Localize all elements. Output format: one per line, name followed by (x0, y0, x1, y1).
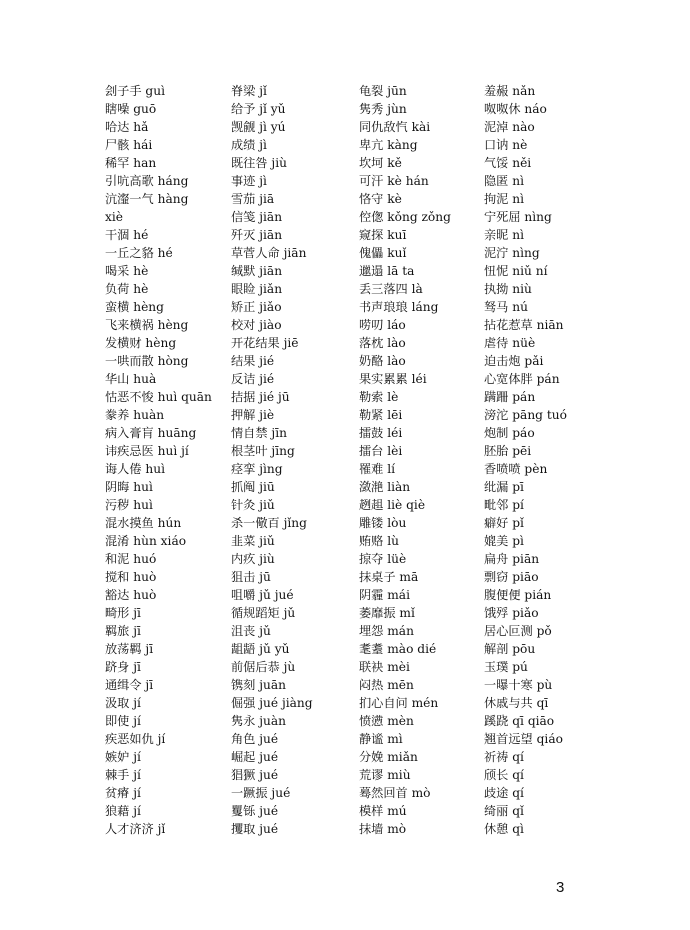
word-entry: 窥探 kuī (359, 228, 407, 242)
word-entry: 腹便便 pián (484, 588, 552, 602)
word-entry: 沆瀣一气 hàng (105, 192, 189, 206)
word-entry: 一曝十寒 pù (484, 678, 553, 692)
word-entry: 擂鼓 léi (359, 426, 403, 440)
word-entry: 病入膏肓 huāng (105, 426, 197, 440)
word-entry: 贫瘠 jí (105, 786, 141, 800)
word-column-1 (105, 82, 227, 838)
word-entry: 即使 jí (105, 714, 141, 728)
word-entry: 草菅人命 jiān (231, 246, 307, 260)
word-entry: 坎坷 kě (359, 156, 402, 170)
word-entry: 负荷 hè (105, 282, 149, 296)
word-column-2 (231, 82, 355, 838)
word-entry: 成绩 jì (231, 138, 267, 152)
word-entry: 尸骸 hái (105, 138, 153, 152)
word-entry: 玉璞 pú (484, 660, 528, 674)
word-entry: 呶呶休 náo (484, 102, 547, 116)
word-entry: 和泥 huó (105, 552, 157, 566)
word-entry: 反诘 jié (231, 372, 275, 386)
word-entry: 开花结果 jiē (231, 336, 299, 350)
word-entry: 剽窃 piāo (484, 570, 539, 584)
word-entry: 雪茄 jiā (231, 192, 275, 206)
word-entry: 前倨后恭 jù (231, 660, 296, 674)
word-entry: 脊梁 jǐ (231, 84, 267, 98)
word-entry: 循规蹈矩 jǔ (231, 606, 296, 620)
word-entry: 纰漏 pī (484, 480, 524, 494)
word-entry: 翘首远望 qiáo (484, 732, 563, 746)
word-entry: 阴霾 mái (359, 588, 410, 602)
word-entry: 眼睑 jiǎn (231, 282, 283, 296)
word-entry: 隽永 juàn (231, 714, 286, 728)
word-entry: 卑亢 kàng (359, 138, 418, 152)
word-entry: 傀儡 kuǐ (359, 246, 407, 260)
word-entry: 驽马 nú (484, 300, 528, 314)
word-entry: 信笺 jiān (231, 210, 283, 224)
word-entry: 亲昵 nì (484, 228, 524, 242)
word-entry: 耄耋 mào dié (359, 642, 437, 656)
word-entry: xiè (105, 210, 123, 224)
word-entry: 静谧 mì (359, 732, 403, 746)
word-entry: 觊觎 jì yú (231, 120, 286, 134)
word-entry: 勒紧 lēi (359, 408, 403, 422)
word-entry: 隐匿 nì (484, 174, 524, 188)
word-entry: 跻身 jī (105, 660, 141, 674)
word-entry: 趔趄 liè qiè (359, 498, 426, 512)
word-entry: 癖好 pǐ (484, 516, 524, 530)
word-entry: 矍铄 jué (231, 804, 279, 818)
word-entry: 果实累累 léi (359, 372, 427, 386)
word-entry: 拈花惹草 niān (484, 318, 564, 332)
word-entry: 杀一儆百 jǐng (231, 516, 307, 530)
word-entry: 休憩 qì (484, 822, 524, 836)
word-entry: 分娩 miǎn (359, 750, 418, 764)
word-entry: 针灸 jiǔ (231, 498, 275, 512)
word-entry: 休戚与共 qī (484, 696, 549, 710)
word-entry: 迫击炮 pǎi (484, 354, 544, 368)
word-entry: 模样 mú (359, 804, 407, 818)
word-entry: 一蹶振 jué (231, 786, 291, 800)
word-entry: 嫉妒 jí (105, 750, 141, 764)
word-entry: 既往咎 jiù (231, 156, 287, 170)
word-entry: 矫正 jiǎo (231, 300, 282, 314)
word-entry: 猖獗 jué (231, 768, 279, 782)
word-entry: 事迹 jì (231, 174, 267, 188)
word-entry: 咀嚼 jǔ jué (231, 588, 294, 602)
word-entry: 唠叨 láo (359, 318, 406, 332)
word-entry: 抹桌子 mā (359, 570, 419, 584)
word-entry: 蹊跷 qī qiāo (484, 714, 555, 728)
word-entry: 歧途 qí (484, 786, 524, 800)
word-entry: 雕镂 lòu (359, 516, 407, 530)
word-entry: 扪心自问 mén (359, 696, 439, 710)
word-entry: 媲美 pì (484, 534, 524, 548)
word-entry: 倔强 jué jiàng (231, 696, 313, 710)
word-entry: 校对 jiào (231, 318, 282, 332)
word-entry: 闷热 mēn (359, 678, 414, 692)
word-entry: 豁达 huò (105, 588, 157, 602)
word-entry: 恪守 kè (359, 192, 402, 206)
word-entry: 给予 jǐ yǔ (231, 102, 286, 116)
word-entry: 抹墙 mò (359, 822, 407, 836)
word-entry: 蹒跚 pán (484, 390, 536, 404)
word-entry: 华山 huà (105, 372, 157, 386)
word-entry: 书声琅琅 láng (359, 300, 439, 314)
word-entry: 宁死屈 nìng (484, 210, 552, 224)
word-entry: 狼藉 jí (105, 804, 141, 818)
word-entry: 狙击 jū (231, 570, 271, 584)
word-entry: 歼灭 jiān (231, 228, 283, 242)
word-entry: 内疚 jiù (231, 552, 275, 566)
word-entry: 瞎噪 guō (105, 102, 157, 116)
word-entry: 角色 jué (231, 732, 279, 746)
word-entry: 混水摸鱼 hún (105, 516, 182, 530)
word-entry: 拮据 jié jū (231, 390, 290, 404)
word-column-4 (484, 82, 614, 838)
word-entry: 拘泥 nì (484, 192, 524, 206)
word-entry: 阴晦 huì (105, 480, 153, 494)
word-entry: 泥泞 nìng (484, 246, 540, 260)
word-entry: 胚胎 pēi (484, 444, 532, 458)
word-entry: 滂沱 pāng tuó (484, 408, 567, 422)
word-entry: 埋怨 mán (359, 624, 414, 638)
word-entry: 畸形 jī (105, 606, 141, 620)
word-entry: 一哄而散 hòng (105, 354, 189, 368)
word-entry: 掠夺 lüè (359, 552, 407, 566)
word-entry: 炮制 páo (484, 426, 535, 440)
word-entry: 怙恶不悛 huì quān (105, 390, 212, 404)
word-entry: 根茎叶 jīng (231, 444, 295, 458)
word-entry: 颀长 qí (484, 768, 524, 782)
word-entry: 居心叵测 pǒ (484, 624, 552, 638)
word-entry: 气馁 něi (484, 156, 532, 170)
word-entry: 发横财 hèng (105, 336, 177, 350)
word-entry: 口讷 nè (484, 138, 528, 152)
word-entry: 虐待 nüè (484, 336, 536, 350)
word-entry: 擂台 lèi (359, 444, 403, 458)
word-entry: 羞赧 nǎn (484, 84, 536, 98)
word-entry: 攫取 jué (231, 822, 279, 836)
word-entry: 搅和 huò (105, 570, 157, 584)
word-entry: 潋滟 liàn (359, 480, 411, 494)
word-entry: 抓阄 jiū (231, 480, 275, 494)
word-entry: 蓦然回首 mò (359, 786, 431, 800)
word-entry: 放荡羁 jī (105, 642, 154, 656)
word-entry: 解剖 pōu (484, 642, 536, 656)
word-entry: 疾恶如仇 jí (105, 732, 166, 746)
word-entry: 痉挛 jìng (231, 462, 283, 476)
word-entry: 一丘之貉 hé (105, 246, 173, 260)
word-column-3 (359, 82, 483, 838)
word-entry: 豢养 huàn (105, 408, 165, 422)
word-entry: 落枕 lào (359, 336, 406, 350)
word-entry: 污秽 huì (105, 498, 153, 512)
word-entry: 情自禁 jīn (231, 426, 287, 440)
page-number: 3 (556, 879, 565, 896)
word-entry: 沮丧 jǔ (231, 624, 271, 638)
word-entry: 结果 jié (231, 354, 275, 368)
word-entry: 萎靡振 mǐ (359, 606, 415, 620)
word-entry: 镌刻 juān (231, 678, 286, 692)
word-entry: 引吭高歌 háng (105, 174, 189, 188)
word-entry: 饿殍 piǎo (484, 606, 539, 620)
word-entry: 韭菜 jiǔ (231, 534, 275, 548)
word-entry: 毗邻 pí (484, 498, 524, 512)
word-entry: 贿赂 lù (359, 534, 399, 548)
word-entry: 龃龉 jǔ yǔ (231, 642, 290, 656)
word-entry: 倥偬 kǒng zǒng (359, 210, 451, 224)
word-entry: 愤懑 mèn (359, 714, 414, 728)
word-entry: 混淆 hùn xiáo (105, 534, 187, 548)
word-entry: 祈祷 qí (484, 750, 524, 764)
word-entry: 稀罕 han (105, 156, 157, 170)
word-entry: 丢三落四 là (359, 282, 423, 296)
word-entry: 联袂 mèi (359, 660, 410, 674)
word-entry: 执拗 niù (484, 282, 532, 296)
word-entry: 喝采 hè (105, 264, 149, 278)
word-entry: 诲人倦 huì (105, 462, 166, 476)
word-entry: 汲取 jí (105, 696, 141, 710)
word-entry: 荒谬 miù (359, 768, 411, 782)
word-entry: 绮丽 qǐ (484, 804, 524, 818)
word-entry: 干涸 hé (105, 228, 149, 242)
word-entry: 羁旅 jī (105, 624, 141, 638)
word-entry: 飞来横祸 hèng (105, 318, 189, 332)
word-entry: 缄默 jiān (231, 264, 283, 278)
word-entry: 讳疾忌医 huì jí (105, 444, 189, 458)
word-entry: 蛮横 hèng (105, 300, 164, 314)
word-entry: 人才济济 jǐ (105, 822, 166, 836)
word-entry: 隽秀 jùn (359, 102, 407, 116)
word-entry: 邋遢 lā ta (359, 264, 415, 278)
word-entry: 通缉令 jī (105, 678, 154, 692)
word-entry: 哈达 hǎ (105, 120, 149, 134)
word-entry: 同仇敌忾 kài (359, 120, 431, 134)
word-entry: 香喷喷 pèn (484, 462, 548, 476)
word-entry: 崛起 jué (231, 750, 279, 764)
word-entry: 龟裂 jūn (359, 84, 407, 98)
word-entry: 棘手 jí (105, 768, 141, 782)
word-entry: 忸怩 niǔ ní (484, 264, 548, 278)
word-entry: 扁舟 piān (484, 552, 540, 566)
word-entry: 罹难 lí (359, 462, 396, 476)
word-entry: 可汗 kè hán (359, 174, 429, 188)
word-entry: 泥淖 nào (484, 120, 535, 134)
word-entry: 心宽体胖 pán (484, 372, 560, 386)
word-entry: 勒索 lè (359, 390, 399, 404)
word-entry: 刽子手 guì (105, 84, 165, 98)
word-entry: 奶酪 lào (359, 354, 406, 368)
word-entry: 押解 jiè (231, 408, 275, 422)
